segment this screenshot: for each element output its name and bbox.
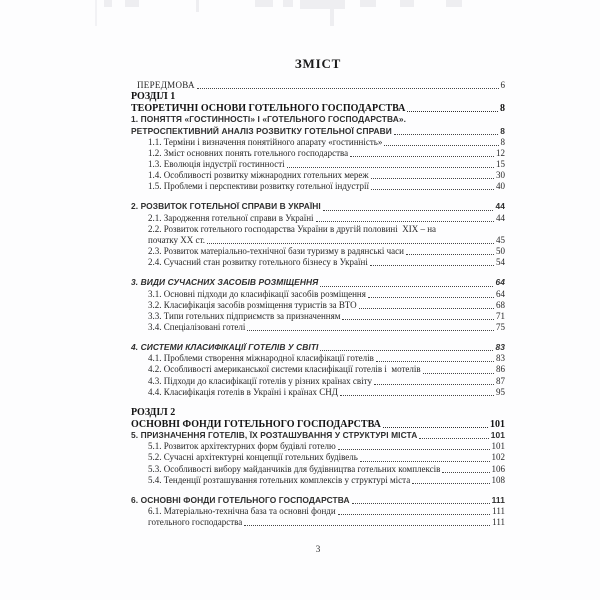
- toc-entry: [131, 495, 505, 506]
- toc-entry-label: ТЕОРЕТИЧНІ ОСНОВИ ГОТЕЛЬНОГО ГОСПОДАРСТВА: [131, 102, 406, 114]
- toc-entry-label: 4. СИСТЕМИ КЛАСИФІКАЦІЇ ГОТЕЛІВ У СВІТІ: [131, 342, 319, 353]
- toc-entry: [131, 387, 505, 398]
- toc-entry-page-number: 86: [496, 364, 505, 375]
- toc-entry: [131, 430, 505, 441]
- toc-entry-page-number: 12: [496, 147, 505, 158]
- scan-artifact: [400, 0, 414, 7]
- toc-entry: [131, 300, 505, 311]
- toc-entry-page-number: 108: [491, 474, 505, 485]
- toc-entry: [131, 364, 505, 375]
- toc-entry-label: 1.1. Терміни і визначення понятійного апарату «гостинність»: [148, 136, 383, 147]
- scan-artifact: [330, 0, 334, 26]
- dot-leader: [376, 353, 494, 364]
- dot-leader: [323, 201, 494, 212]
- toc-entry: [131, 224, 505, 235]
- toc-entry-page-number: 44: [496, 212, 505, 223]
- toc-entry: [131, 91, 505, 103]
- toc-entry-page-number: 8: [500, 136, 505, 147]
- toc-entry-page-number: 40: [496, 181, 505, 192]
- scan-artifact: [104, 0, 112, 7]
- toc-entry-page-number: 64: [496, 288, 505, 299]
- page-title: ЗМІСТ: [294, 56, 342, 71]
- toc-entry: [131, 213, 505, 224]
- toc-entry-label: 3.4. Спеціалізовані готелі: [148, 322, 246, 332]
- dot-leader: [406, 246, 494, 257]
- toc-entry: [131, 376, 505, 387]
- dot-leader: [340, 387, 494, 398]
- toc-entry-page-number: 71: [496, 310, 505, 321]
- toc-entry-page-number: 8: [500, 125, 505, 136]
- toc-entry-label: 2.3. Розвиток матеріально-технічної бази туризму в радянські часи: [148, 246, 404, 257]
- dot-leader: [320, 277, 493, 288]
- toc-entry-label: РЕТРОСПЕКТИВНИЙ АНАЛІЗ РОЗВИТКУ ГОТЕЛЬНОЇ СПРАВИ: [131, 125, 392, 136]
- toc-entry: [131, 80, 505, 91]
- toc-entry: [131, 257, 505, 268]
- toc-entry-label: 2.4. Сучасний стан розвитку готельного бізнесу в Україні: [148, 257, 368, 268]
- scan-artifact: [125, 0, 139, 7]
- toc-list: [131, 80, 505, 528]
- dot-leader: [352, 495, 490, 506]
- dot-leader: [350, 148, 494, 159]
- toc-entry: [131, 342, 505, 353]
- toc-entry-label: 1.4. Особливості розвитку міжнародних готельних мереж: [148, 170, 369, 181]
- toc-entry-label: РОЗДІЛ 1: [131, 91, 176, 103]
- dot-leader: [412, 475, 489, 486]
- scan-artifact: [283, 0, 293, 7]
- dot-leader: [316, 213, 494, 224]
- toc-entry-label: 4.3. Підходи до класифікації готелів у різних країнах світу: [148, 375, 372, 386]
- footer-page-number: 3: [315, 545, 321, 555]
- toc-entry-label: 5.2. Сучасні архітектурні концепції готельних будівель: [148, 452, 358, 463]
- toc-entry: [131, 246, 505, 257]
- toc-entry-label: готельного господарства: [148, 517, 243, 528]
- toc-entry: [131, 441, 505, 452]
- toc-entry: [131, 517, 505, 528]
- dot-leader: [371, 181, 494, 192]
- dot-leader: [338, 441, 490, 452]
- toc-entry-page-number: 101: [490, 430, 505, 441]
- toc-entry-label: 1. ПОНЯТТЯ «ГОСТИННОСТІ» І «ГОТЕЛЬНОГО ГОСПОДАРСТВА».: [131, 114, 407, 125]
- scan-artifact: [196, 0, 199, 12]
- toc-entry: [131, 311, 505, 322]
- dot-leader: [419, 430, 488, 441]
- toc-entry: [131, 475, 505, 486]
- toc-entry: [131, 159, 505, 170]
- toc-entry-label: 2.2. Розвиток готельного господарства України в другій половині XIX – на: [148, 223, 437, 234]
- dot-leader: [371, 170, 494, 181]
- toc-entry-label: 1.5. Проблеми і перспективи розвитку готельної індустрії: [148, 181, 369, 192]
- toc-entry-label: 4.4. Класифікація готелів в Україні і країнах СНД: [148, 386, 338, 397]
- dot-leader: [342, 311, 494, 322]
- toc-entry: [131, 170, 505, 181]
- dot-leader: [374, 376, 494, 387]
- toc-entry-page-number: 45: [496, 234, 505, 245]
- dot-leader: [244, 517, 490, 528]
- toc-entry-label: ПЕРЕДМОВА: [137, 80, 195, 90]
- toc-entry-label: 5.1. Розвиток архітектурних форм будівлі готелю: [148, 441, 336, 452]
- toc-entry-page-number: 50: [496, 246, 505, 257]
- toc-entry-page-number: 8: [500, 102, 505, 114]
- toc-entry-page-number: 83: [495, 342, 505, 353]
- dot-leader: [407, 103, 498, 115]
- dot-leader: [197, 80, 499, 91]
- dot-leader: [207, 235, 494, 246]
- scan-artifacts: [0, 0, 600, 16]
- toc-entry-label: ОСНОВНІ ФОНДИ ГОТЕЛЬНОГО ГОСПОДАРСТВА: [131, 418, 381, 430]
- dot-leader: [370, 257, 494, 268]
- toc-entry: [131, 419, 505, 431]
- toc-entry-label: початку XX ст.: [148, 234, 206, 245]
- toc-entry: [131, 322, 505, 333]
- toc-entry: [131, 103, 505, 115]
- scan-artifact: [300, 0, 345, 9]
- toc-entry-page-number: 75: [496, 322, 505, 332]
- toc-entry-page-number: 111: [491, 494, 505, 505]
- dot-leader: [287, 159, 494, 170]
- scan-artifact: [446, 0, 462, 7]
- toc-entry-label: 3.1. Основні підходи до класифікації засобів розміщення: [148, 288, 366, 299]
- toc-entry: [131, 114, 505, 125]
- toc-entry: [131, 289, 505, 300]
- scan-artifact: [95, 0, 97, 26]
- toc-entry: [131, 452, 505, 463]
- toc-entry-page-number: 102: [491, 452, 505, 463]
- toc-entry-page-number: 15: [496, 158, 505, 169]
- toc-entry: [131, 464, 505, 475]
- toc-entry-label: 3.3. Типи готельних підприємств за призначенням: [148, 310, 341, 321]
- toc-entry-label: 3. ВИДИ СУЧАСНИХ ЗАСОБІВ РОЗМІЩЕННЯ: [131, 277, 319, 288]
- toc-entry-page-number: 68: [496, 299, 505, 310]
- toc-entry-label: 2.1. Зародження готельної справи в Україні: [148, 212, 314, 223]
- toc-entry: [131, 353, 505, 364]
- toc-entry-page-number: 54: [496, 257, 505, 268]
- toc-entry: [131, 148, 505, 159]
- toc-entry-page-number: 111: [492, 517, 505, 528]
- toc-entry-page-number: 64: [495, 277, 505, 288]
- toc-entry: [131, 235, 505, 246]
- dot-leader: [359, 300, 494, 311]
- toc-entry-page-number: 83: [496, 353, 505, 364]
- dot-leader: [247, 322, 494, 333]
- dot-leader: [360, 452, 490, 463]
- toc-entry-page-number: 111: [492, 506, 505, 517]
- toc-entry-page-number: 44: [495, 201, 505, 212]
- dot-leader: [442, 464, 489, 475]
- toc-entry-label: 5. ПРИЗНАЧЕННЯ ГОТЕЛІВ, ЇХ РОЗТАШУВАННЯ У СТРУКТУРІ МІСТА: [131, 430, 418, 441]
- toc-entry-label: РОЗДІЛ 2: [131, 406, 176, 418]
- toc-entry-label: 5.3. Особливості вибору майданчиків для будівництва готельних комплексів: [148, 463, 441, 474]
- toc-entry-page-number: 106: [491, 463, 505, 474]
- toc-entry-label: 2. РОЗВИТОК ГОТЕЛЬНОЇ СПРАВИ В УКРАЇНІ: [131, 201, 321, 212]
- toc-entry: [131, 407, 505, 419]
- toc-entry-label: 5.4. Тенденції розташування готельних комплексів у структурі міста: [148, 474, 411, 485]
- dot-leader: [338, 506, 490, 517]
- dot-leader: [394, 126, 498, 137]
- dot-leader: [368, 289, 494, 300]
- toc-entry-page-number: 87: [496, 375, 505, 386]
- toc-entry-label: 4.1. Проблеми створення міжнародної класифікації готелів: [148, 353, 374, 364]
- toc-entry: [131, 277, 505, 288]
- toc-entry-label: 3.2. Класифікація засобів розміщення туристів за ВТО: [148, 299, 357, 310]
- toc-entry-label: 1.2. Зміст основних понять готельного господарства: [148, 147, 349, 158]
- toc-entry-page-number: 101: [491, 441, 505, 452]
- dot-leader: [320, 342, 493, 353]
- toc-entry: [131, 137, 505, 148]
- dot-leader: [423, 364, 494, 375]
- toc-content: [131, 56, 505, 528]
- toc-entry-page-number: 6: [500, 80, 505, 90]
- toc-entry-page-number: 30: [496, 170, 505, 181]
- dot-leader: [383, 419, 488, 431]
- toc-entry: [131, 506, 505, 517]
- toc-entry: [131, 181, 505, 192]
- toc-entry-label: 6.1. Матеріально-технічна база та основні фонди: [148, 506, 336, 517]
- scan-artifact: [255, 0, 273, 7]
- scan-artifact: [360, 0, 376, 7]
- toc-entry-page-number: 95: [496, 386, 505, 397]
- toc-entry-page-number: 101: [490, 418, 505, 430]
- dot-leader: [384, 137, 498, 148]
- toc-entry: [131, 201, 505, 212]
- toc-entry-label: 1.3. Еволюція індустрії гостинності: [148, 158, 285, 169]
- toc-entry-label: 6. ОСНОВНІ ФОНДИ ГОТЕЛЬНОГО ГОСПОДАРСТВА: [131, 494, 350, 505]
- toc-entry-label: 4.2. Особливості американської системи класифікації готелів і мотелів: [148, 364, 421, 375]
- toc-entry: [131, 126, 505, 137]
